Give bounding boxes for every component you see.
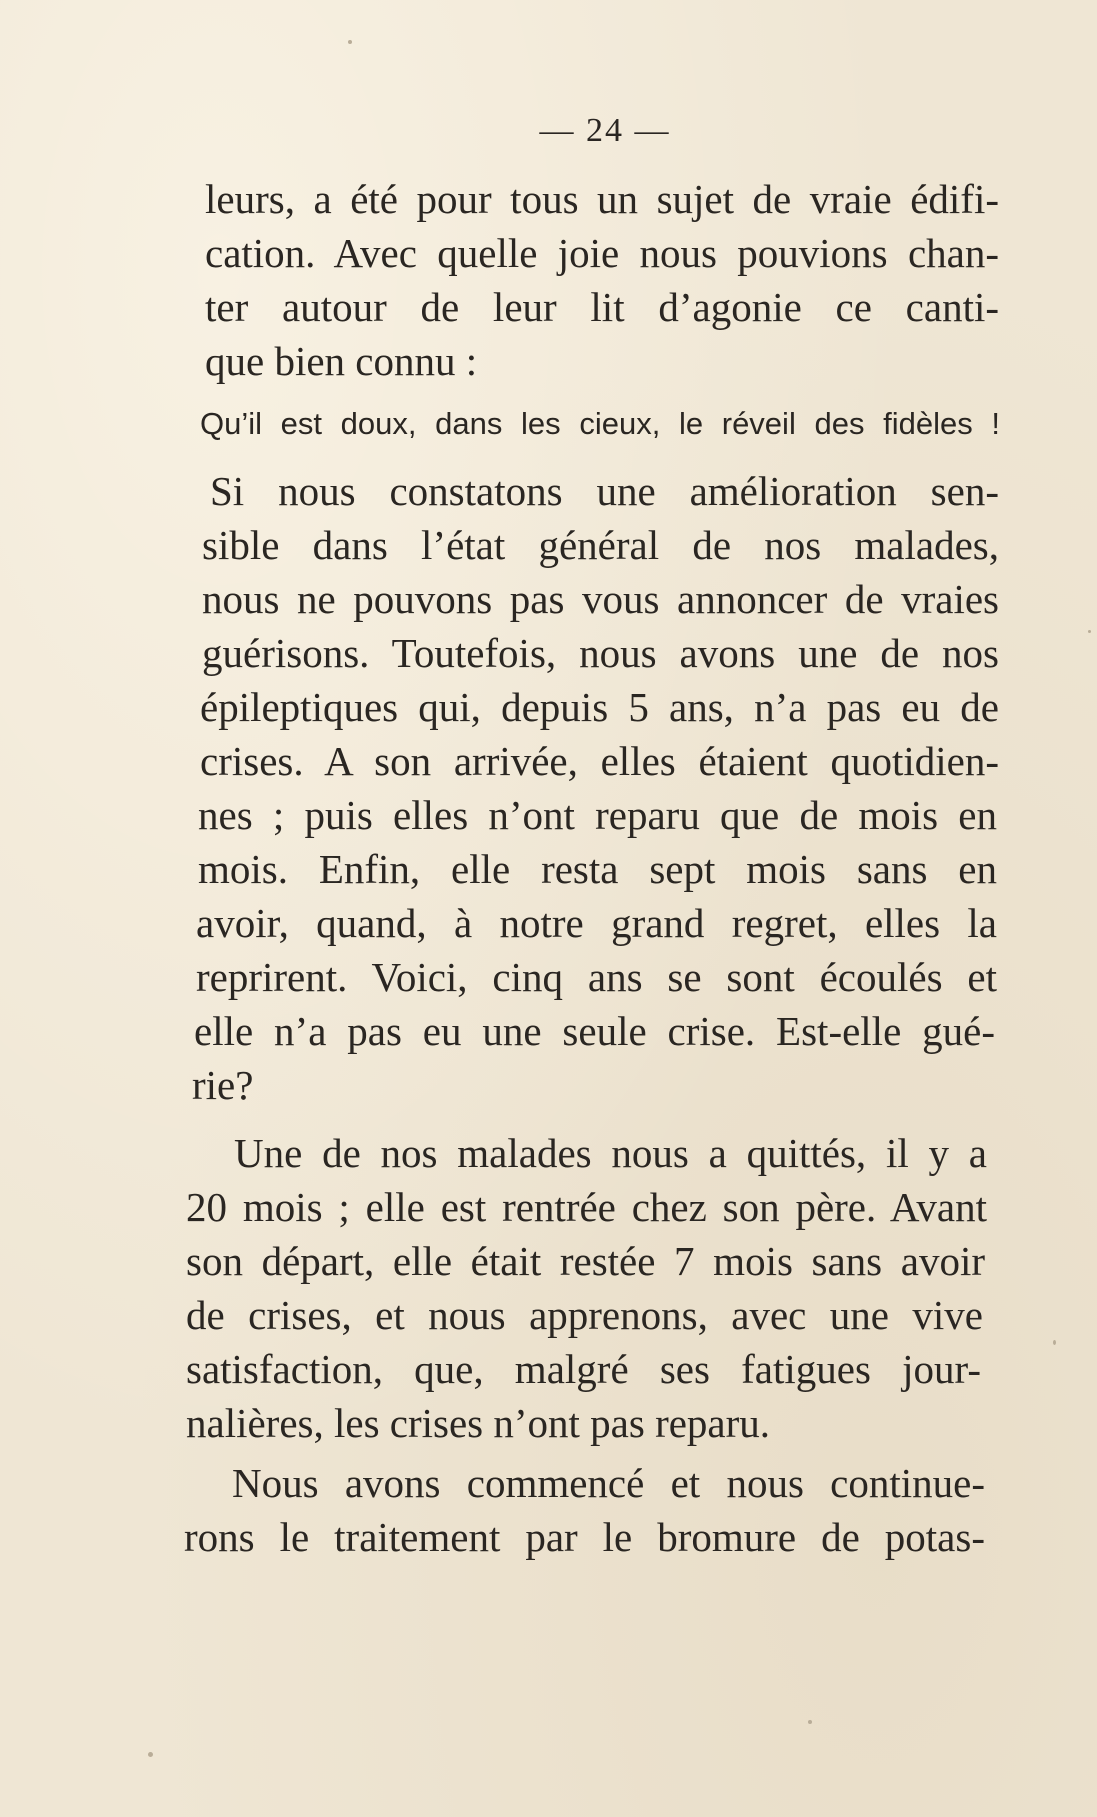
text-line: mois. Enfin, elle resta sept mois sans en [198,846,997,892]
text-line: de crises, et nous apprenons, avec une vive [186,1292,983,1338]
quoted-verse: Qu’il est doux, dans les cieux, le réveil des fidèles ! [200,406,1000,441]
text-line: Nous avons commencé et nous continue- [232,1460,985,1506]
text-line: Une de nos malades nous a quittés, il y a [234,1130,987,1176]
text-line: épileptiques qui, depuis 5 ans, n’a pas eu de [200,684,999,730]
text-line: satisfaction, que, malgré ses fatigues jour- [186,1346,981,1392]
text-line: nous ne pouvons pas vous annoncer de vraies [202,576,999,622]
paper-speck [148,1752,153,1757]
paper-speck [1053,1340,1056,1345]
text-line: ter autour de leur lit d’agonie ce canti- [205,284,999,330]
text-line: rons le traitement par le bromure de potas- [184,1514,985,1560]
text-line: 20 mois ; elle est rentrée chez son père. Avant [186,1184,987,1230]
text-line: sible dans l’état général de nos malades, [202,522,999,568]
text-line: crises. A son arrivée, elles étaient quotidien- [200,738,999,784]
text-line: elle n’a pas eu une seule crise. Est-elle gué- [194,1008,995,1054]
text-line: son départ, elle était restée 7 mois sans avoir [186,1238,985,1284]
text-line: guérisons. Toutefois, nous avons une de nos [202,630,999,676]
paper-speck [348,40,352,44]
text-line: que bien connu : [205,338,478,384]
text-line: nes ; puis elles n’ont reparu que de mois en [198,792,997,838]
text-line: avoir, quand, à notre grand regret, elles la [196,900,997,946]
text-line: rie? [192,1062,254,1108]
text-line: leurs, a été pour tous un sujet de vraie édifi- [205,176,999,222]
text-line: cation. Avec quelle joie nous pouvions chan- [205,230,999,276]
text-line: reprirent. Voici, cinq ans se sont écoulés et [196,954,997,1000]
text-line: nalières, les crises n’ont pas reparu. [186,1400,771,1446]
page-number: — 24 — [539,112,671,149]
paper-speck [1088,630,1091,633]
paper-speck [808,1720,812,1724]
text-line: Si nous constatons une amélioration sen- [210,468,999,514]
